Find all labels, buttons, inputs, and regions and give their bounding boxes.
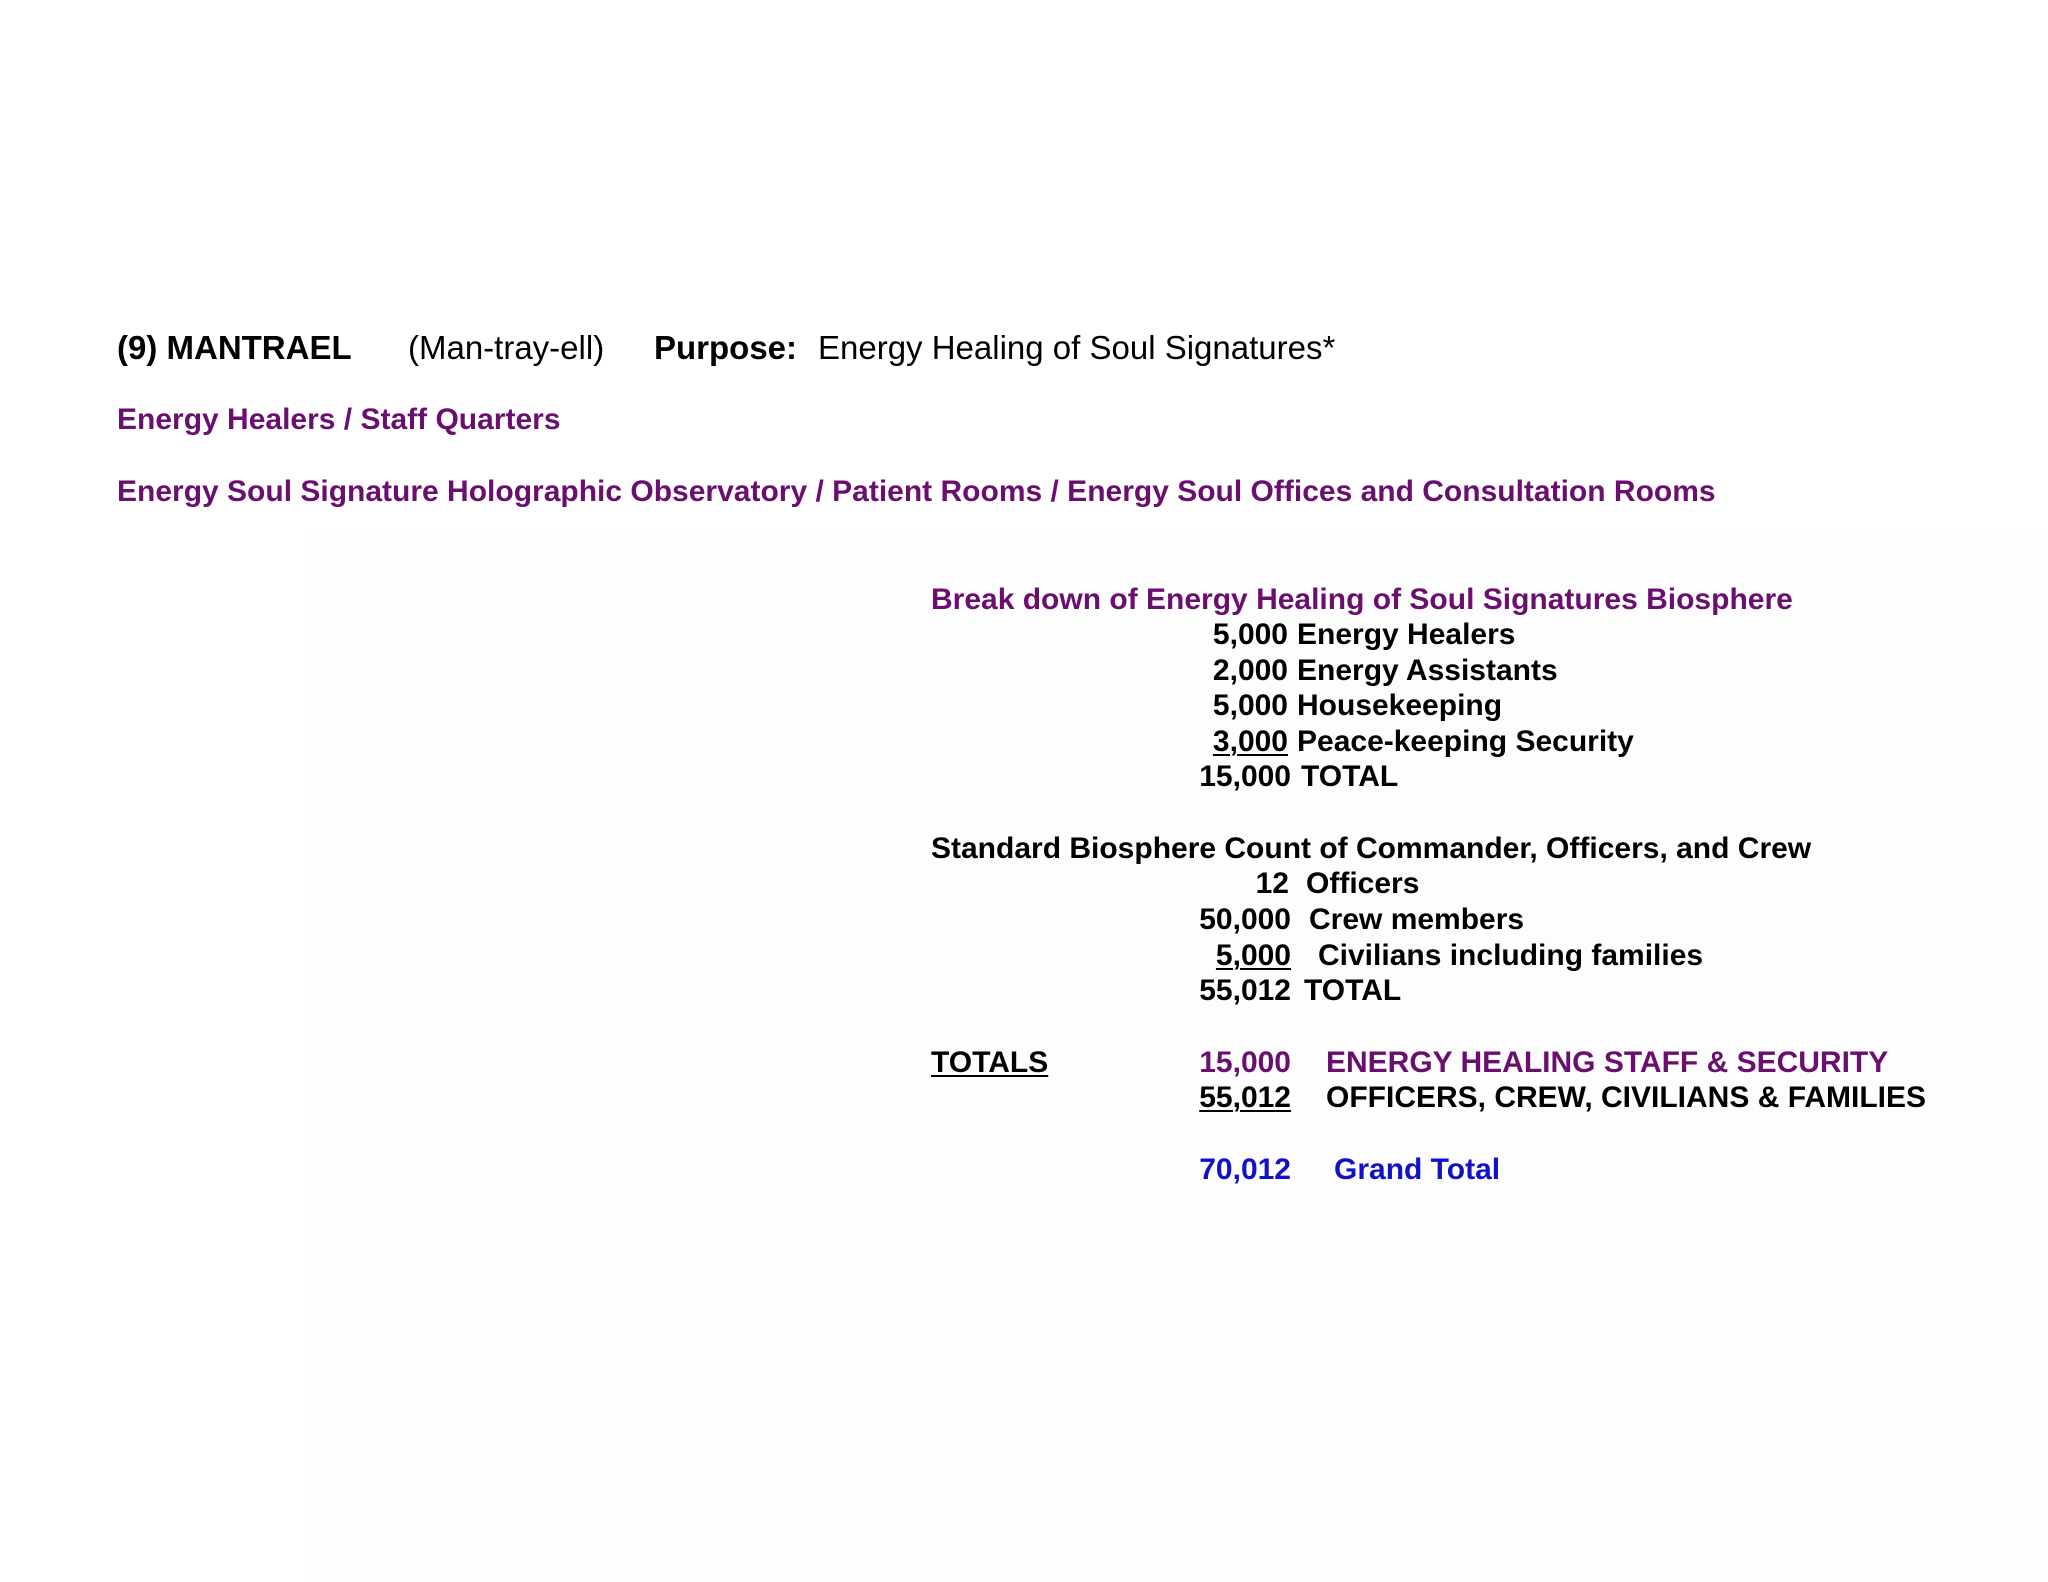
breakdown-total-label: TOTAL (1301, 760, 1399, 793)
subheading-staff-quarters: Energy Healers / Staff Quarters (117, 403, 561, 436)
standard-label: Officers (1306, 867, 1420, 900)
standard-total-label: TOTAL (1304, 974, 1402, 1007)
pronunciation: (Man-tray-ell) (408, 329, 605, 366)
breakdown-label: Peace-keeping Security (1297, 725, 1634, 758)
totals-label: TOTALS (931, 1046, 1049, 1079)
purpose-label: Purpose: (654, 329, 798, 366)
standard-label: Civilians including families (1318, 939, 1704, 972)
subheading-facilities: Energy Soul Signature Holographic Observatory / Patient Rooms / Energy Soul Offices and Consultation Rooms (117, 475, 1716, 508)
standard-value: 5,000 (1215, 939, 1291, 972)
purpose-text: Energy Healing of Soul Signatures* (818, 329, 1336, 366)
standard-total-value: 55,012 (1199, 974, 1291, 1007)
standard-title: Standard Biosphere Count of Commander, Officers, and Crew (931, 832, 1812, 865)
breakdown-value: 3,000 (1212, 725, 1288, 758)
standard-value: 50,000 (1199, 903, 1291, 936)
grand-total-value: 70,012 (1199, 1153, 1291, 1186)
breakdown-value: 5,000 (1212, 689, 1288, 722)
grand-total-label: Grand Total (1334, 1153, 1501, 1186)
standard-label: Crew members (1309, 903, 1525, 936)
totals-value: 55,012 (1199, 1081, 1291, 1114)
standard-value: 12 (1255, 867, 1289, 900)
breakdown-label: Energy Assistants (1297, 654, 1558, 687)
breakdown-value: 2,000 (1212, 654, 1288, 687)
totals-value: 15,000 (1199, 1046, 1291, 1079)
breakdown-total-value: 15,000 (1199, 760, 1291, 793)
totals-row-label: OFFICERS, CREW, CIVILIANS & FAMILIES (1326, 1081, 1927, 1114)
breakdown-title: Break down of Energy Healing of Soul Signatures Biosphere (931, 583, 1793, 616)
section-number-title: (9) MANTRAEL (117, 329, 352, 366)
totals-row-label: ENERGY HEALING STAFF & SECURITY (1326, 1046, 1889, 1079)
breakdown-value: 5,000 (1212, 618, 1288, 651)
breakdown-label: Housekeeping (1297, 689, 1503, 722)
breakdown-label: Energy Healers (1297, 618, 1516, 651)
